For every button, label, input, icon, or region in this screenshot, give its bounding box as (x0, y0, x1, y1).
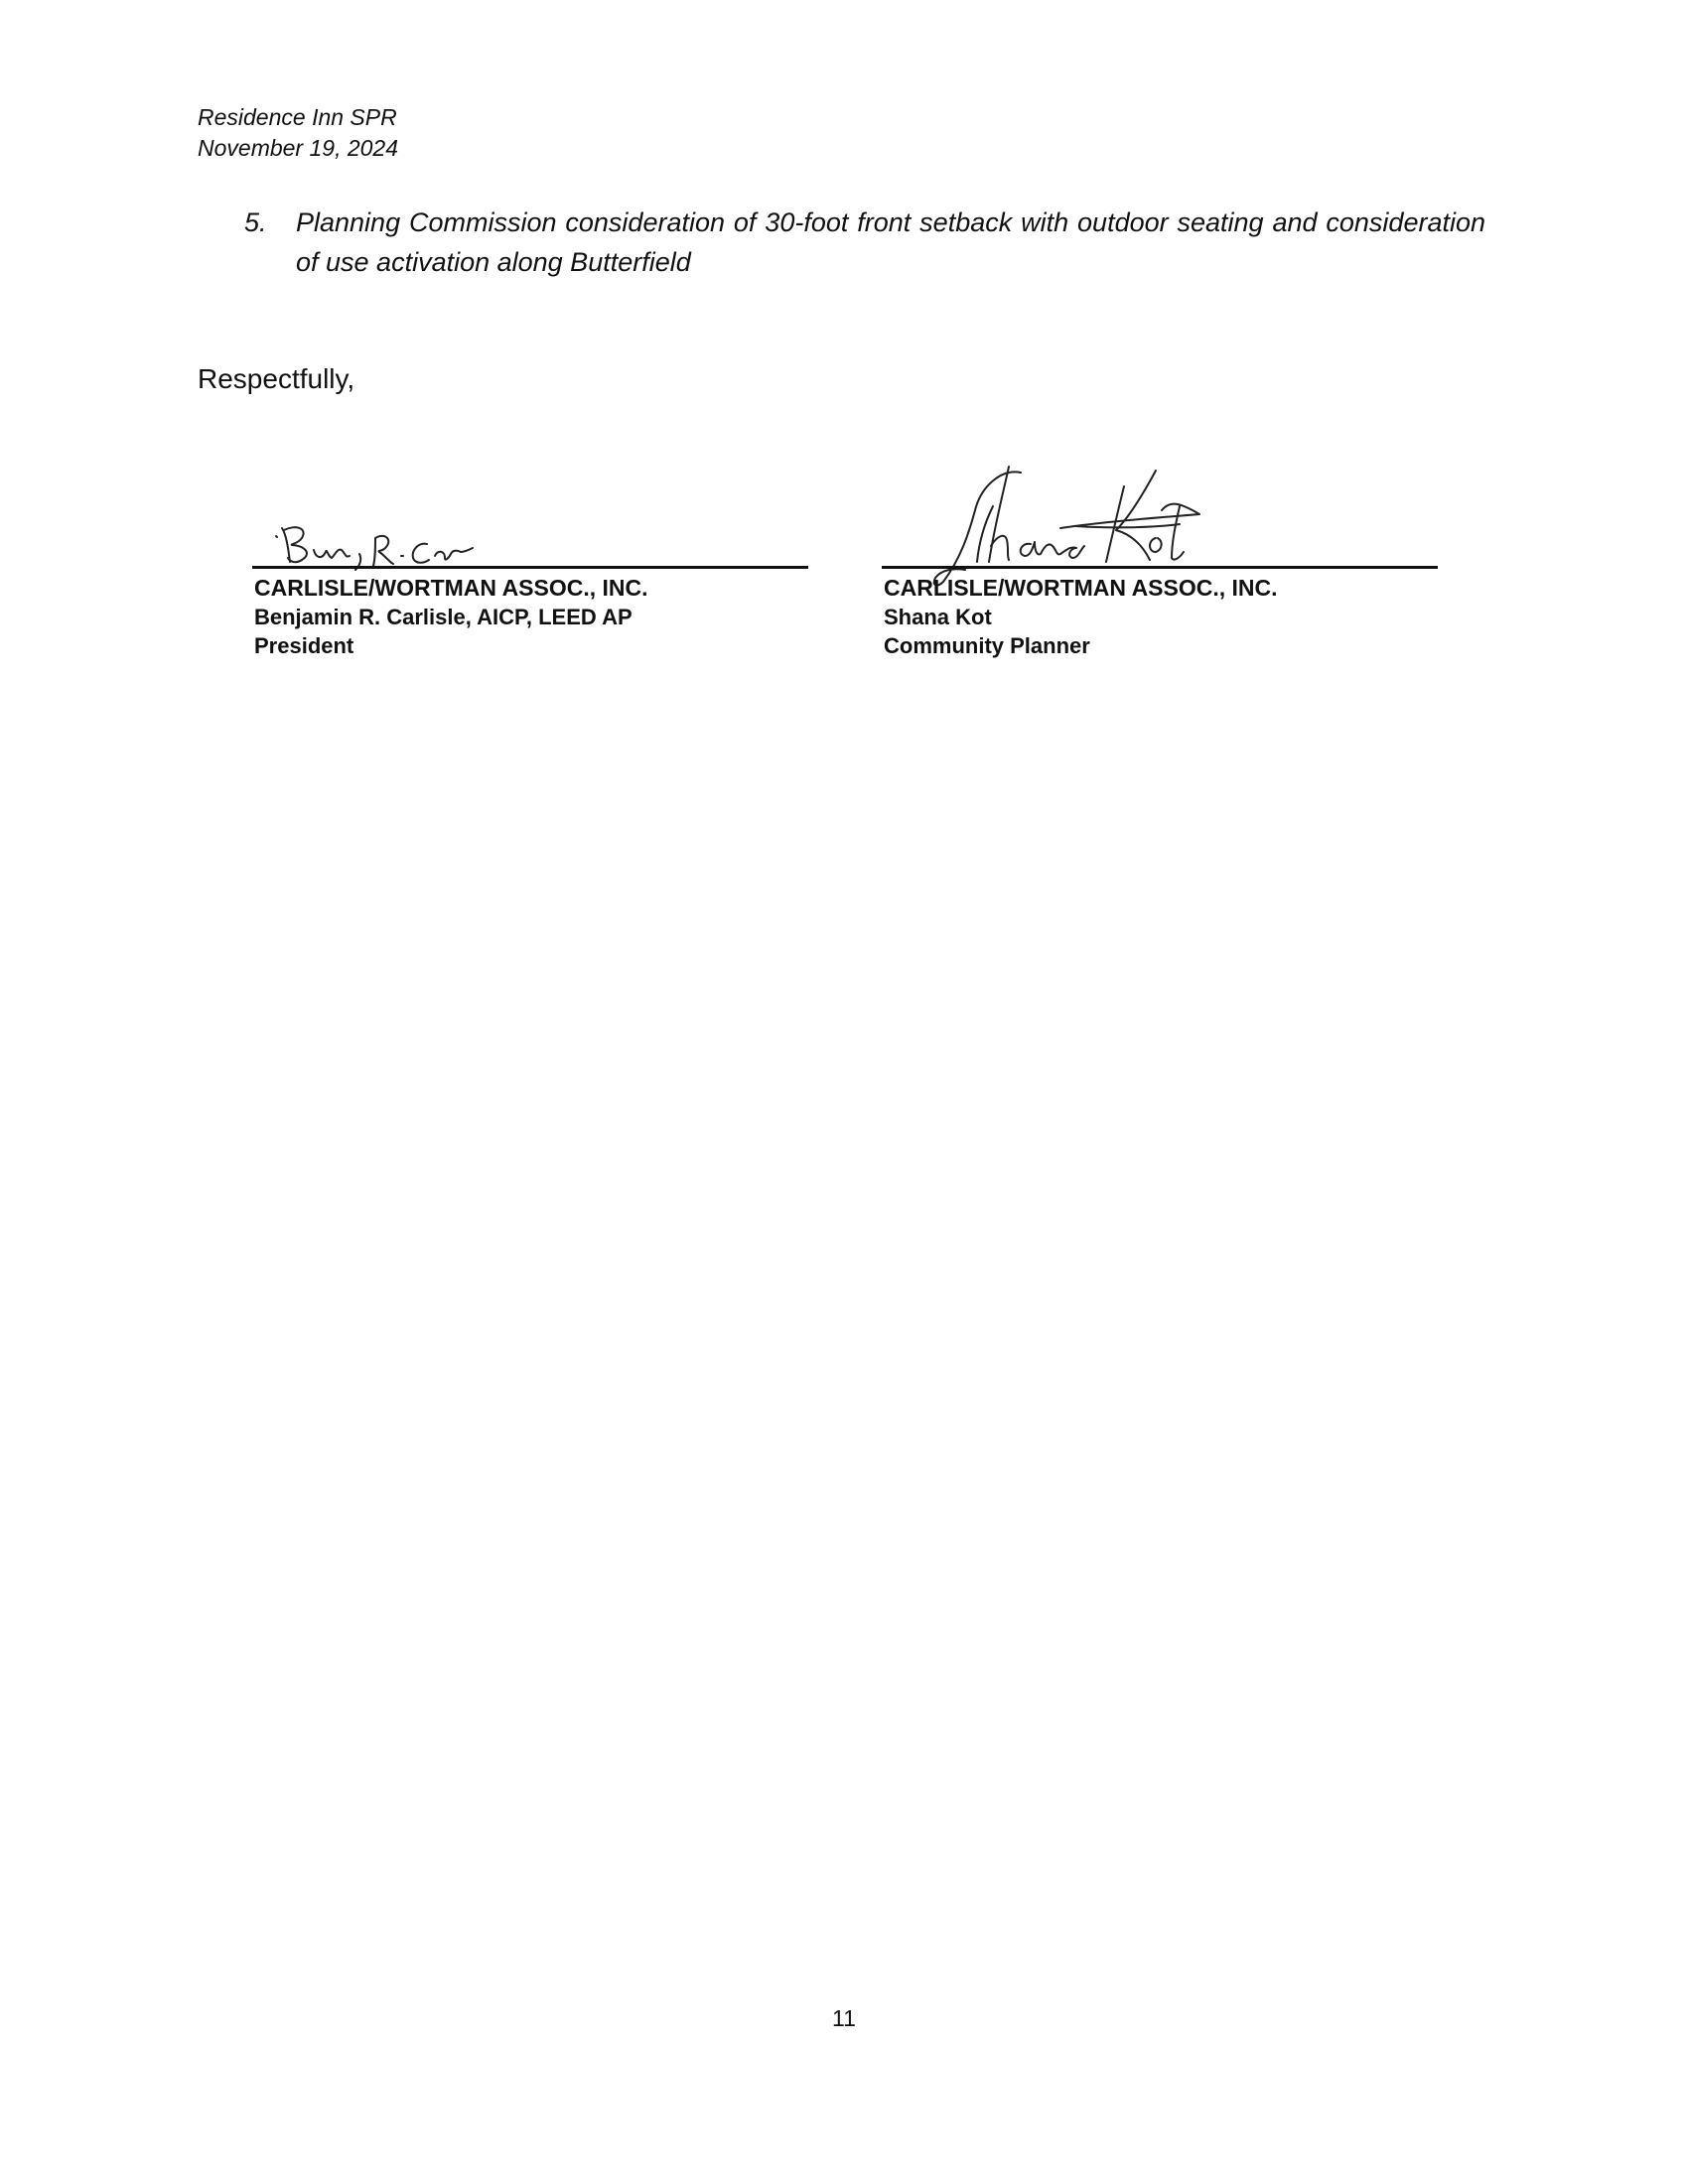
signature-block-kot (882, 467, 1448, 685)
list-item-number: 5. (244, 207, 267, 237)
signatory-organization: CARLISLE/WORTMAN ASSOC., INC. (254, 575, 648, 601)
signatory-title: President (254, 633, 354, 658)
signature-block-carlisle (252, 467, 818, 685)
signature-line (252, 566, 808, 569)
signature-image-kot (882, 467, 1448, 576)
list-item (244, 203, 1485, 282)
signature-caption (254, 574, 648, 660)
closing-salutation: Respectfully, (198, 363, 355, 394)
signature-image-carlisle (252, 467, 818, 576)
header-date: November 19, 2024 (198, 135, 399, 161)
signatory-name: Shana Kot (884, 605, 992, 629)
signatory-title: Community Planner (884, 633, 1090, 658)
signatory-organization: CARLISLE/WORTMAN ASSOC., INC. (884, 575, 1278, 601)
page-number: 11 (832, 2005, 856, 2031)
header-project: Residence Inn SPR (198, 104, 397, 130)
signatory-name: Benjamin R. Carlisle, AICP, LEED AP (254, 605, 633, 629)
signature-line (882, 566, 1438, 569)
list-item-text: Planning Commission consideration of 30-foot front setback with outdoor seating and consideration of use activation along Butterfield (296, 207, 1485, 277)
document-header (198, 102, 398, 164)
signature-caption (884, 574, 1278, 660)
